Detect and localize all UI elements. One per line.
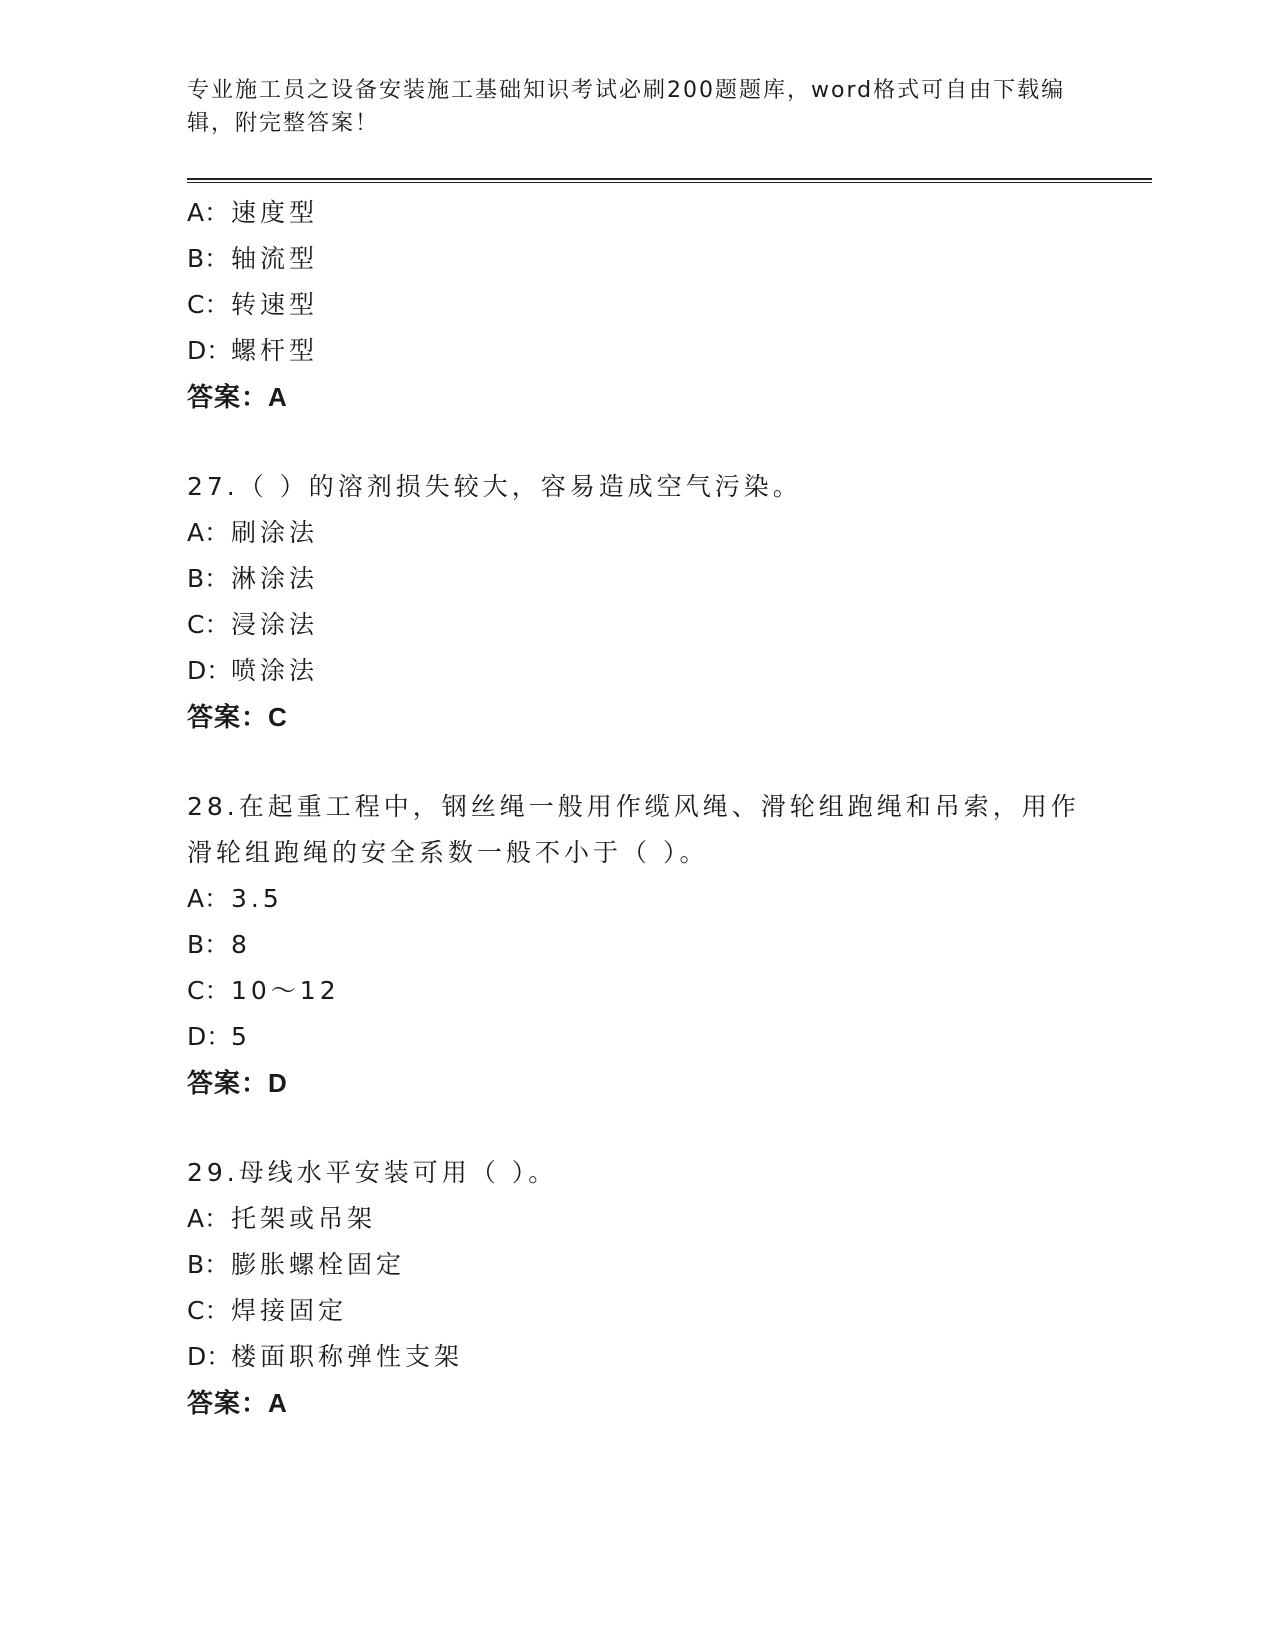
option-key: B： (187, 1250, 230, 1279)
option-a (187, 1196, 1087, 1242)
option-key: A： (187, 518, 230, 547)
option-key: C： (187, 1296, 230, 1325)
option-text: 10～12 (231, 976, 340, 1005)
question-block (187, 1150, 1087, 1426)
option-c (187, 968, 1087, 1014)
option-key: A： (187, 884, 230, 913)
question-stem: 28.在起重工程中，钢丝绳一般用作缆风绳、滑轮组跑绳和吊索，用作滑轮组跑绳的安全系数一般不小于（ ）。 (187, 792, 1080, 867)
option-text: 喷涂法 (231, 656, 319, 685)
option-text: 浸涂法 (231, 610, 319, 639)
option-b (187, 556, 1087, 602)
option-text: 转速型 (231, 290, 319, 319)
option-key: A： (187, 1204, 230, 1233)
option-key: D： (187, 1342, 232, 1371)
option-key: B： (187, 564, 230, 593)
option-key: C： (187, 610, 230, 639)
option-text: 速度型 (231, 198, 319, 227)
question-stem: 29.母线水平安装可用（ ）。 (187, 1158, 558, 1187)
option-key: A： (187, 198, 230, 227)
option-text: 托架或吊架 (231, 1204, 377, 1233)
option-text: 刷涂法 (231, 518, 319, 547)
question-block (187, 190, 1087, 420)
option-b (187, 236, 1087, 282)
option-c (187, 1288, 1087, 1334)
option-text: 5 (231, 1022, 251, 1051)
question-block (187, 784, 1087, 1106)
option-key: D： (187, 656, 232, 685)
option-key: C： (187, 976, 230, 1005)
option-c (187, 602, 1087, 648)
option-key: D： (187, 1022, 232, 1051)
option-text: 膨胀螺栓固定 (231, 1250, 406, 1279)
option-key: B： (187, 930, 230, 959)
header-divider (187, 178, 1152, 183)
option-d (187, 1014, 1087, 1060)
option-key: D： (187, 336, 232, 365)
document-header (187, 74, 1087, 140)
option-text: 8 (231, 930, 251, 959)
option-c (187, 282, 1087, 328)
option-a (187, 876, 1087, 922)
option-key: C： (187, 290, 230, 319)
option-text: 淋涂法 (231, 564, 319, 593)
option-d (187, 328, 1087, 374)
option-d (187, 648, 1087, 694)
option-d (187, 1334, 1087, 1380)
header-text: 专业施工员之设备安装施工基础知识考试必刷200题题库，word格式可自由下载编辑，附完整答案！ (187, 78, 1066, 136)
option-b (187, 922, 1087, 968)
option-text: 焊接固定 (231, 1296, 348, 1325)
option-text: 螺杆型 (231, 336, 319, 365)
answer-line: 答案：A (187, 382, 288, 412)
question-block (187, 464, 1087, 740)
answer-line: 答案：D (187, 1068, 288, 1098)
option-text: 轴流型 (231, 244, 319, 273)
answer-line: 答案：C (187, 702, 288, 732)
option-key: B： (187, 244, 230, 273)
option-text: 楼面职称弹性支架 (231, 1342, 464, 1371)
option-a (187, 190, 1087, 236)
question-list (187, 190, 1087, 1426)
option-a (187, 510, 1087, 556)
option-text: 3.5 (231, 884, 283, 913)
question-stem: 27.（ ）的溶剂损失较大，容易造成空气污染。 (187, 472, 802, 501)
option-b (187, 1242, 1087, 1288)
answer-line: 答案：A (187, 1388, 288, 1418)
